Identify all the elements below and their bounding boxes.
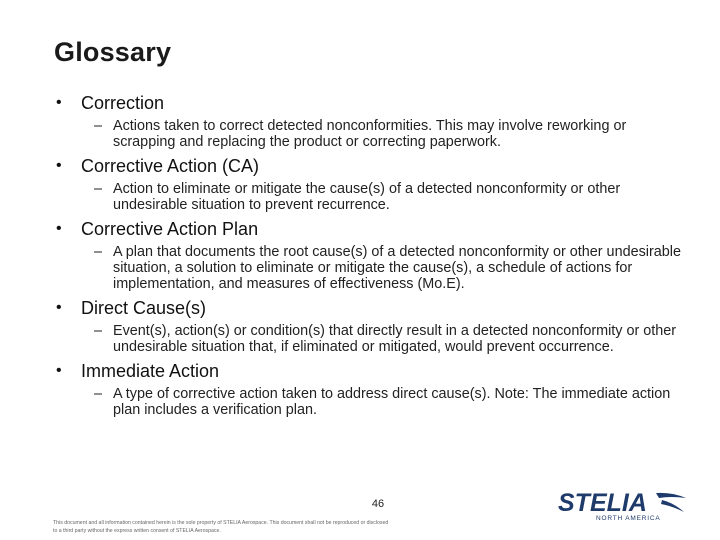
term-label: Corrective Action Plan [81, 219, 259, 239]
page-title: Glossary [54, 37, 172, 67]
term-label: Immediate Action [81, 361, 220, 381]
glossary-term [56, 297, 720, 319]
footer-disclaimer: This document and all information contained herein is the sole property of STELIA Aerospace. This document shall not be reproduced or disclosed to a third party without the express written consent of STELIA Aerospace. [53, 520, 389, 534]
term-label: Direct Cause(s) [81, 298, 207, 318]
definition-text: Action to eliminate or mitigate the cause(s) of a detected nonconformity or other undesirable situation to prevent recurrence. [113, 181, 621, 213]
page-number: 46 [371, 498, 385, 510]
dash-icon: – [94, 386, 103, 402]
glossary-definition [94, 181, 681, 213]
glossary-definition [94, 386, 681, 418]
definition-text: A type of corrective action taken to address direct cause(s). Note: The immediate action plan includes a verification plan. [113, 386, 671, 418]
glossary-list [0, 92, 720, 423]
stelia-logo [558, 486, 688, 522]
term-label: Corrective Action (CA) [81, 156, 260, 176]
bullet-icon: • [56, 362, 62, 379]
term-label: Correction [81, 93, 165, 113]
dash-icon: – [94, 323, 103, 339]
glossary-definition [94, 323, 681, 355]
logo-subtitle: NORTH AMERICA [596, 515, 661, 522]
bullet-icon: • [56, 220, 62, 237]
glossary-term [56, 92, 720, 114]
bullet-icon: • [56, 299, 62, 316]
glossary-term [56, 218, 720, 240]
logo-swoosh-icon [661, 500, 684, 512]
glossary-definition [94, 244, 681, 292]
bullet-icon: • [56, 157, 62, 174]
bullet-icon: • [56, 94, 62, 111]
glossary-term [56, 360, 720, 382]
definition-text: Actions taken to correct detected nonconformities. This may involve reworking or scrapping and replacing the product or correcting paperwork. [113, 118, 627, 150]
glossary-definition [94, 118, 681, 150]
dash-icon: – [94, 244, 103, 260]
definition-text: Event(s), action(s) or condition(s) that directly result in a detected nonconformity or other undesirable situation that, if eliminated or mitigated, would prevent occurrence. [113, 323, 677, 355]
definition-text: A plan that documents the root cause(s) of a detected nonconformity or other undesirable situation, a solution to eliminate or mitigate the cause(s), a schedule of actions for implementation, and measures of effectiveness (Mo.E). [113, 244, 681, 292]
dash-icon: – [94, 181, 103, 197]
logo-wordmark: STELIA [558, 489, 647, 517]
dash-icon: – [94, 118, 103, 134]
glossary-term [56, 155, 720, 177]
logo-swoosh-icon [656, 493, 686, 498]
